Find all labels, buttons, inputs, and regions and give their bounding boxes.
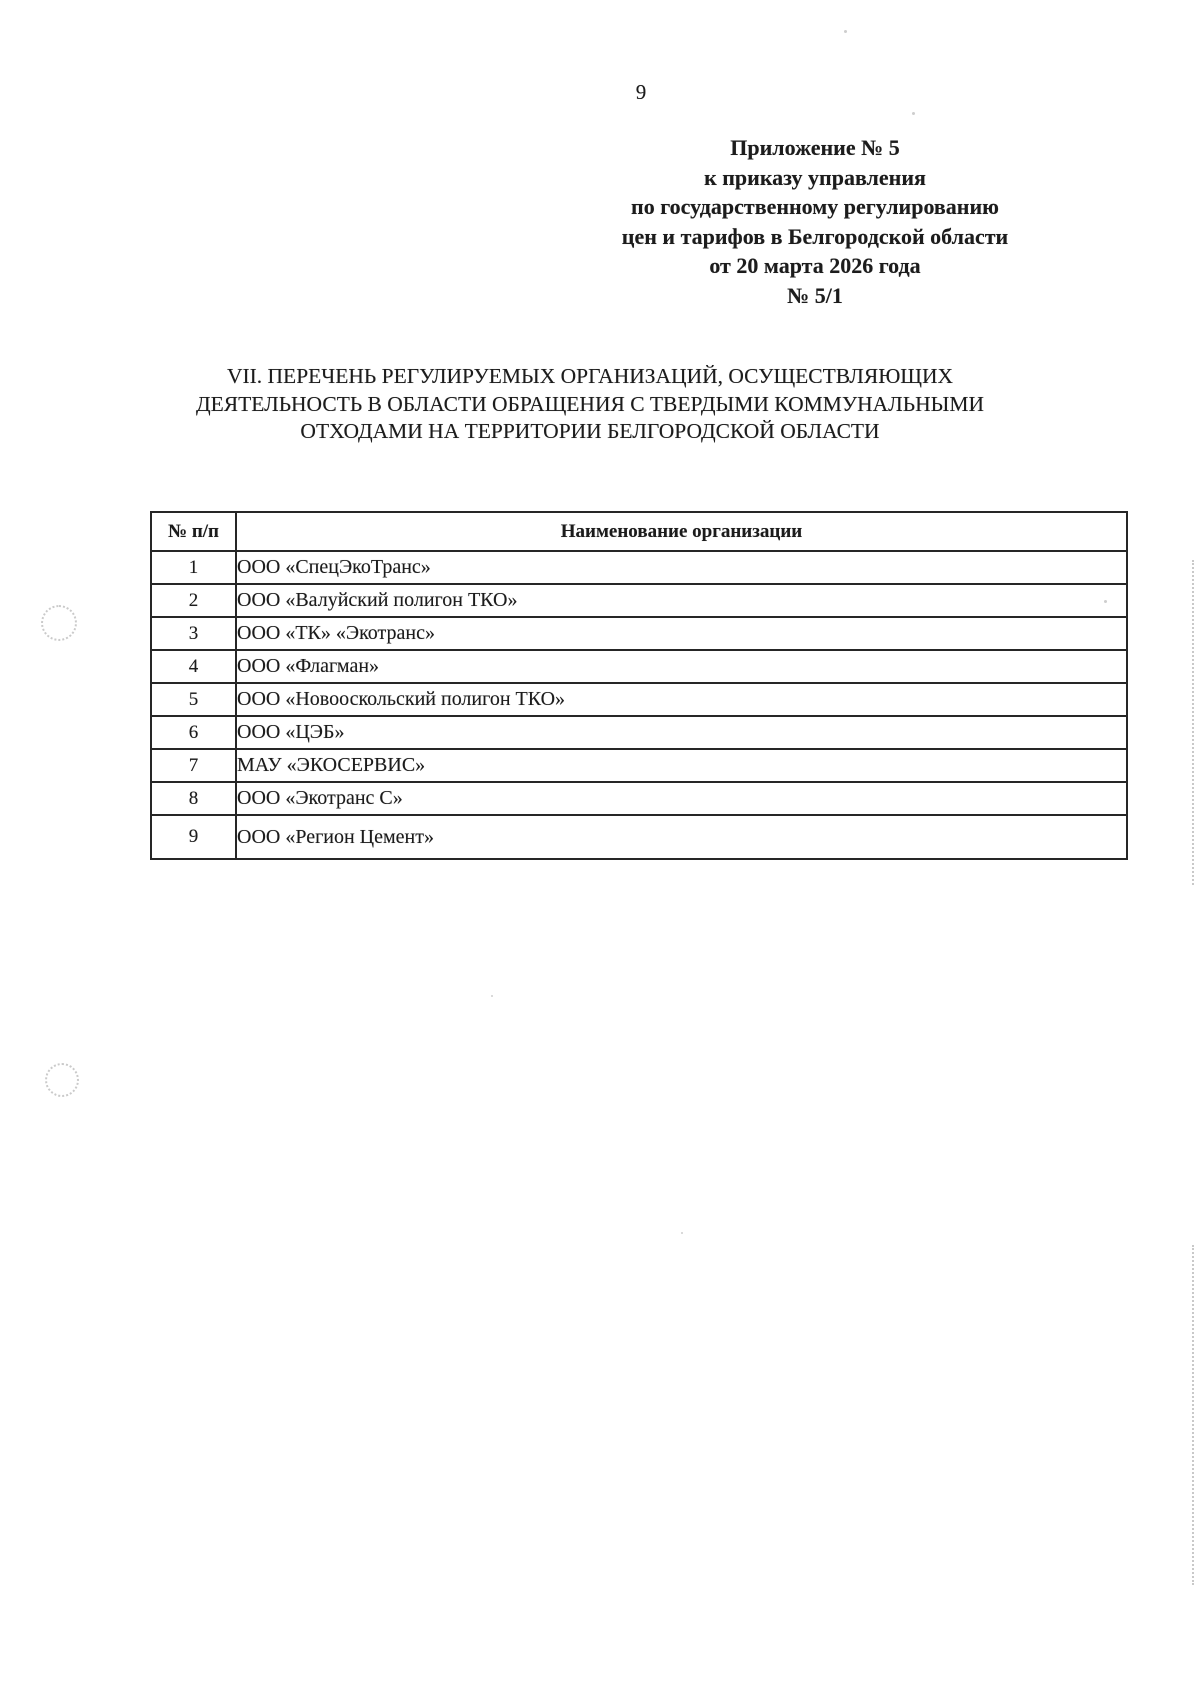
row-number: 1 xyxy=(151,551,236,584)
scan-edge-noise xyxy=(1192,1245,1194,1585)
row-number: 9 xyxy=(151,815,236,859)
scan-speck xyxy=(491,995,493,997)
organization-name: ООО «Экотранс С» xyxy=(236,782,1127,815)
section-title-line: ОТХОДАМИ НА ТЕРРИТОРИИ БЕЛГОРОДСКОЙ ОБЛАСТИ xyxy=(300,419,880,443)
appendix-header-line: № 5/1 xyxy=(787,282,843,308)
organizations-table xyxy=(150,511,1128,860)
row-number: 3 xyxy=(151,617,236,650)
hole-punch-artifact xyxy=(45,1063,79,1097)
row-number: 8 xyxy=(151,782,236,815)
table-row xyxy=(151,815,1127,859)
section-title-line: VII. ПЕРЕЧЕНЬ РЕГУЛИРУЕМЫХ ОРГАНИЗАЦИЙ, ОСУЩЕСТВЛЯЮЩИХ xyxy=(226,364,954,388)
appendix-header-line: от 20 марта 2026 года xyxy=(709,253,921,278)
scan-speck xyxy=(1104,600,1107,603)
organization-name: ООО «ТК» «Экотранс» xyxy=(236,617,1127,650)
column-header-organization: Наименование организации xyxy=(236,512,1127,551)
appendix-header-line: по государственному регулированию xyxy=(631,194,999,219)
organization-name: ООО «СпецЭкоТранс» xyxy=(236,551,1127,584)
page-number: 9 xyxy=(635,80,647,104)
row-number: 4 xyxy=(151,650,236,683)
organization-name: МАУ «ЭКОСЕРВИС» xyxy=(236,749,1127,782)
appendix-header-line: цен и тарифов в Белгородской области xyxy=(621,223,1009,249)
section-title-line: ДЕЯТЕЛЬНОСТЬ В ОБЛАСТИ ОБРАЩЕНИЯ С ТВЕРДЫМИ КОММУНАЛЬНЫМИ xyxy=(195,391,984,416)
appendix-header-block xyxy=(565,133,1065,310)
column-header-number: № п/п xyxy=(151,512,236,551)
table-row xyxy=(151,584,1127,617)
organization-name: ООО «Регион Цемент» xyxy=(236,815,1127,859)
table-header-row xyxy=(151,512,1127,551)
table-row xyxy=(151,551,1127,584)
row-number: 5 xyxy=(151,683,236,716)
scan-speck xyxy=(844,30,847,33)
row-number: 2 xyxy=(151,584,236,617)
table-row xyxy=(151,782,1127,815)
organization-name: ООО «Новооскольский полигон ТКО» xyxy=(236,683,1127,716)
organization-name: ООО «Валуйский полигон ТКО» xyxy=(236,584,1127,617)
scan-edge-noise xyxy=(1192,560,1194,885)
row-number: 6 xyxy=(151,716,236,749)
row-number: 7 xyxy=(151,749,236,782)
organization-name: ООО «ЦЭБ» xyxy=(236,716,1127,749)
table-row xyxy=(151,749,1127,782)
table-row xyxy=(151,716,1127,749)
section-title xyxy=(120,363,1060,446)
appendix-header-line: к приказу управления xyxy=(704,164,926,190)
scan-speck xyxy=(912,112,915,115)
hole-punch-artifact xyxy=(41,605,77,641)
organization-name: ООО «Флагман» xyxy=(236,650,1127,683)
table-row xyxy=(151,617,1127,650)
appendix-header-line: Приложение № 5 xyxy=(730,135,900,160)
table-row xyxy=(151,683,1127,716)
scan-speck xyxy=(681,1232,683,1234)
table-row xyxy=(151,650,1127,683)
